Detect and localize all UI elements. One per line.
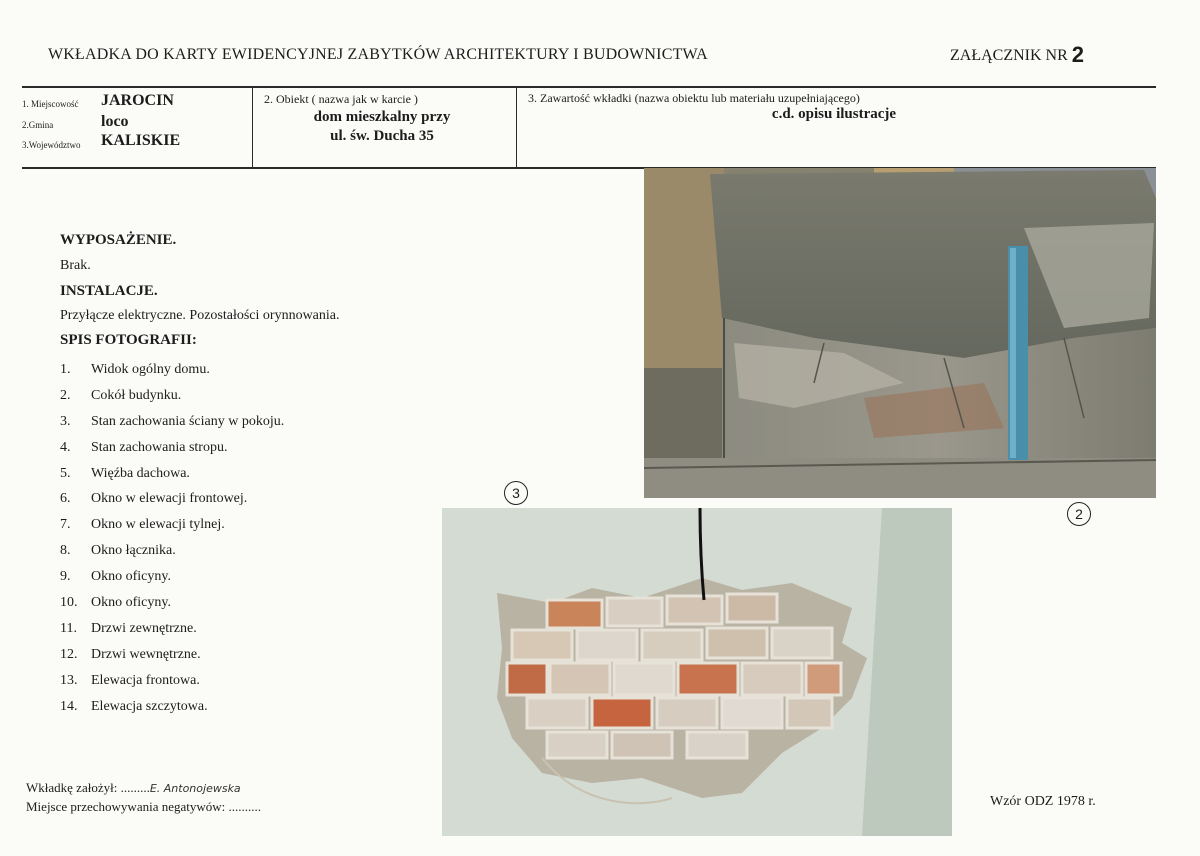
annex-label bbox=[950, 42, 1084, 68]
photo-list-item bbox=[60, 464, 284, 490]
wyposazenie-heading: WYPOSAŻENIE. bbox=[60, 232, 177, 248]
photo-list-text: Więźba dachowa. bbox=[91, 465, 190, 481]
photo-list-text: Elewacja frontowa. bbox=[91, 672, 200, 688]
author-label: Wkładkę założył: ......... bbox=[26, 780, 150, 795]
wojewodztwo-value: KALISKIE bbox=[101, 132, 181, 149]
gmina-value: loco bbox=[101, 113, 129, 130]
header-divider-2 bbox=[516, 88, 517, 168]
photo-list-number: 4. bbox=[60, 439, 71, 455]
obiekt-value-2: ul. św. Ducha 35 bbox=[330, 128, 434, 144]
photo-list-number: 11. bbox=[60, 620, 77, 636]
photo-list-item bbox=[60, 386, 284, 412]
photo-list-number: 8. bbox=[60, 543, 71, 559]
photo-list-number: 2. bbox=[60, 387, 71, 403]
photo-list-item bbox=[60, 515, 284, 541]
photo-list-text: Okno w elewacji frontowej. bbox=[91, 491, 248, 507]
photo-list-number: 14. bbox=[60, 698, 78, 714]
photo-list-number: 12. bbox=[60, 646, 78, 662]
photo-list-item bbox=[60, 541, 284, 567]
photo-list-item bbox=[60, 697, 284, 723]
obiekt-value-1: dom mieszkalny przy bbox=[313, 109, 451, 125]
header-divider-1 bbox=[252, 88, 253, 168]
gmina-label: 2.Gmina bbox=[22, 120, 54, 130]
photo-2-marker: 2 bbox=[1067, 502, 1091, 526]
instalacje-text: Przyłącze elektryczne. Pozostałości orynnowania. bbox=[60, 308, 340, 323]
photo-list-text: Drzwi zewnętrzne. bbox=[91, 620, 197, 636]
wall-image bbox=[442, 508, 952, 836]
photo-plinth bbox=[644, 168, 1156, 498]
photo-list-text: Cokół budynku. bbox=[91, 387, 182, 403]
author-signature: E. Antonojewska bbox=[149, 782, 241, 795]
photo-list-item bbox=[60, 438, 284, 464]
photo-list-number: 9. bbox=[60, 569, 71, 585]
photo-list-text: Widok ogólny domu. bbox=[91, 362, 210, 377]
form-title: WKŁADKA DO KARTY EWIDENCYJNEJ ZABYTKÓW ARCHITEKTURY I BUDOWNICTWA bbox=[48, 46, 708, 63]
miejscowosc-value: JAROCIN bbox=[101, 92, 174, 109]
photo-list-item bbox=[60, 645, 284, 671]
plinth-image bbox=[644, 168, 1156, 498]
obiekt-label: 2. Obiekt ( nazwa jak w karcie ) bbox=[264, 92, 418, 106]
photo-list-item bbox=[60, 671, 284, 697]
photo-list-text: Stan zachowania ściany w pokoju. bbox=[91, 413, 285, 429]
photo-list-text: Stan zachowania stropu. bbox=[91, 439, 228, 455]
zawartosc-value: c.d. opisu ilustracje bbox=[771, 106, 897, 122]
form-template-label: Wzór ODZ 1978 r. bbox=[990, 794, 1096, 809]
photo-list-item bbox=[60, 593, 284, 619]
photo-list-item bbox=[60, 567, 284, 593]
photo-list-number: 13. bbox=[60, 672, 78, 688]
annex-number: 2 bbox=[1071, 42, 1085, 67]
photo-list-text: Elewacja szczytowa. bbox=[91, 698, 208, 714]
photo-list bbox=[60, 360, 284, 722]
spis-heading: SPIS FOTOGRAFII: bbox=[60, 332, 197, 348]
photo-list-text: Okno oficyny. bbox=[91, 569, 171, 585]
photo-list-number: 6. bbox=[60, 491, 71, 507]
wyposazenie-text: Brak. bbox=[60, 258, 91, 273]
photo-list-item bbox=[60, 412, 284, 438]
photo-list-text: Okno w elewacji tylnej. bbox=[91, 517, 225, 533]
author-line bbox=[26, 780, 241, 796]
photo-list-item bbox=[60, 489, 284, 515]
photo-list-item bbox=[60, 360, 284, 386]
negatives-label: Miejsce przechowywania negatywów: .......... bbox=[26, 799, 262, 814]
zawartosc-label: 3. Zawartość wkładki (nazwa obiektu lub materiału uzupełniającego) bbox=[528, 91, 860, 105]
photo-list-number: 10. bbox=[60, 595, 78, 611]
photo-list-text: Okno oficyny. bbox=[91, 595, 171, 611]
photo-list-text: Okno łącznika. bbox=[91, 543, 176, 559]
miejscowosc-label: 1. Miejscowość bbox=[22, 99, 79, 109]
annex-text: ZAŁĄCZNIK NR bbox=[950, 47, 1068, 64]
photo-3-marker: 3 bbox=[504, 481, 528, 505]
photo-list-number: 1. bbox=[60, 362, 71, 377]
photo-list-text: Drzwi wewnętrzne. bbox=[91, 646, 201, 662]
wojewodztwo-label: 3.Województwo bbox=[22, 140, 81, 150]
photo-list-item bbox=[60, 619, 284, 645]
photo-list-number: 5. bbox=[60, 465, 71, 481]
header-top-rule bbox=[22, 86, 1156, 88]
photo-wall bbox=[442, 508, 952, 836]
photo-list-number: 7. bbox=[60, 517, 71, 533]
instalacje-heading: INSTALACJE. bbox=[60, 283, 158, 299]
photo-list-number: 3. bbox=[60, 413, 71, 429]
